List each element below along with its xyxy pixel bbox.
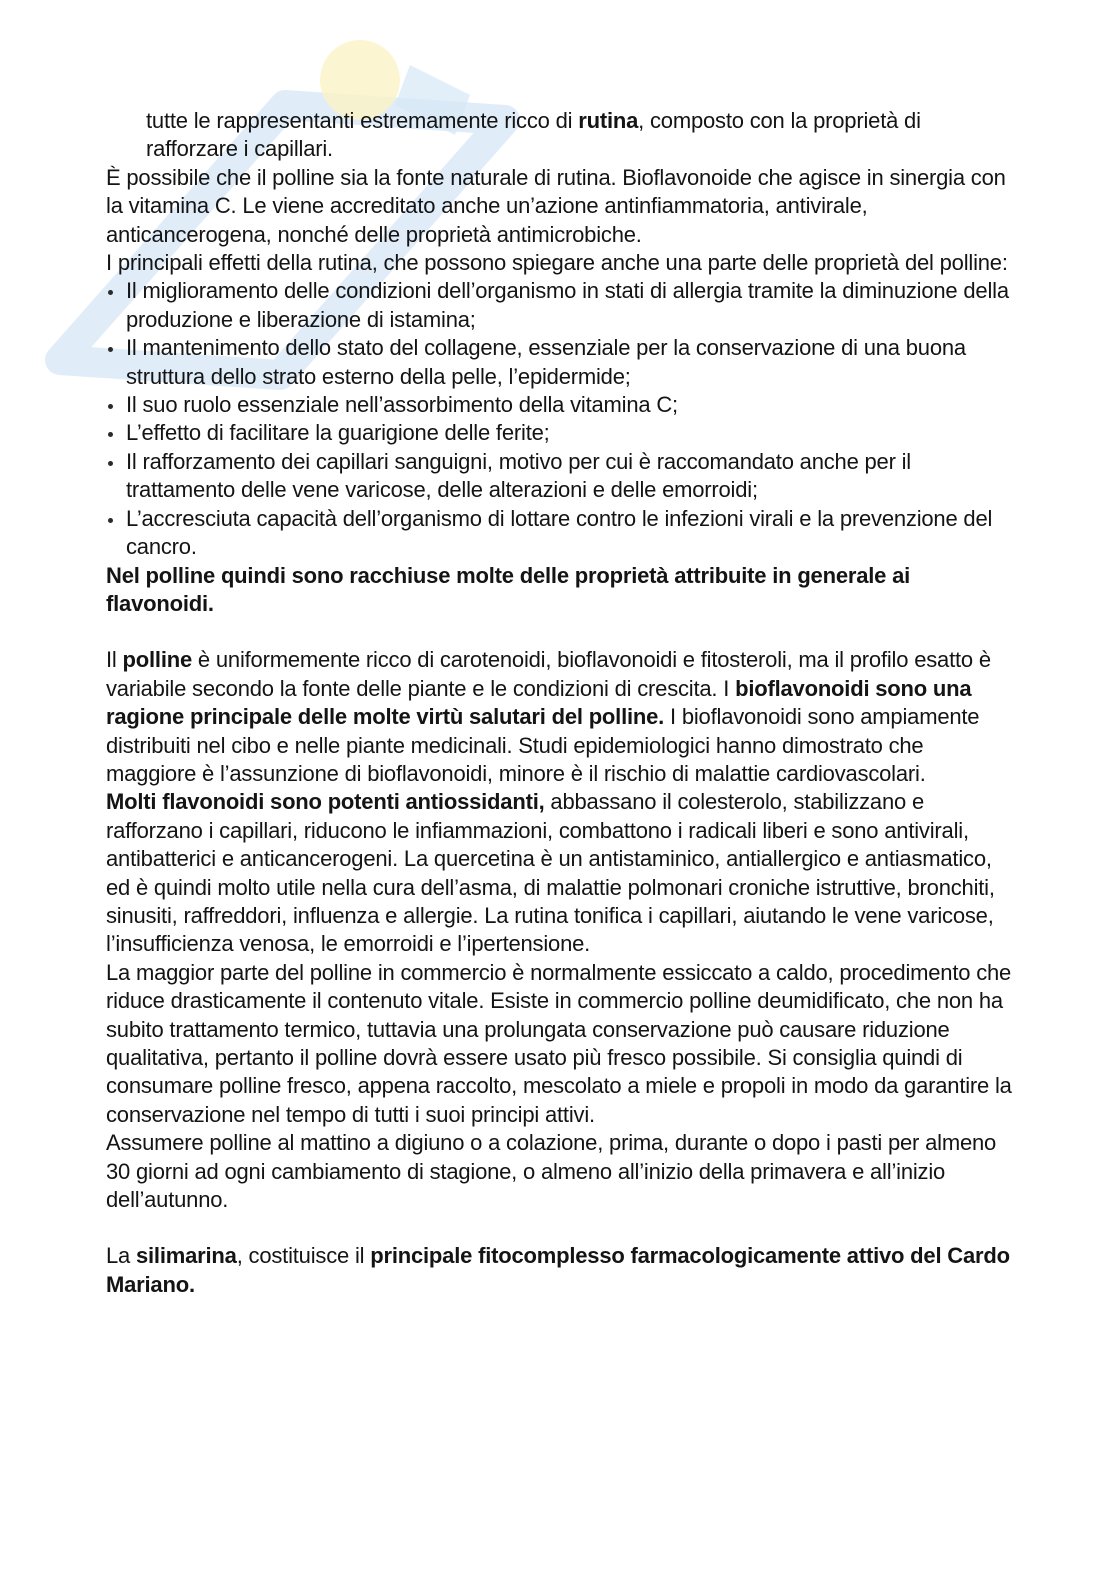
document-body	[106, 107, 1016, 1299]
antiox-bold: Molti flavonoidi sono potenti antiossidanti,	[106, 789, 545, 815]
flavonoids-bold-text: Nel polline quindi sono racchiuse molte delle proprietà attribuite in generale ai flavonoidi.	[106, 562, 911, 616]
polline-text-end: I bioflavonoidi sono ampiamente distribuiti nel cibo e nelle piante medicinali. Studi epidemiologici hanno dimostrato che maggiore è l’assunzione di bioflavonoidi, minore è il rischio di malattie cardiovascolari.	[106, 704, 980, 786]
polline-text: Il	[106, 647, 123, 673]
intro-text-end: , composto con la proprietà di rafforzare i capillari.	[146, 108, 921, 162]
silimarina-text: La	[106, 1243, 136, 1269]
bioflavonoidi-bold: bioflavonoidi sono una ragione principale delle molte virtù salutari del polline.	[106, 675, 972, 730]
intro-paragraph	[106, 107, 1016, 164]
list-item: Il suo ruolo essenziale nell’assorbimento della vitamina C;	[106, 391, 1016, 419]
polline-paragraph	[106, 646, 1016, 788]
silimarina-text-mid: , costituisce il	[236, 1243, 371, 1269]
list-item: Il miglioramento delle condizioni dell’organismo in stati di allergia tramite la diminuzione della produzione e liberazione di istamina;	[106, 277, 1016, 334]
antiox-paragraph	[106, 788, 1016, 958]
list-item: Il mantenimento dello stato del collagene, essenziale per la conservazione di una buona struttura dello strato esterno della pelle, l’epidermide;	[106, 334, 1016, 391]
spacer	[106, 1214, 1016, 1242]
commercio-paragraph: La maggior parte del polline in commercio è normalmente essiccato a caldo, procedimento che riduce drasticamente il contenuto vitale. Esiste in commercio polline deumidificato, che non ha subito trattamento termico, tuttavia una prolungata conservazione può causare riduzione qualitativa, pertanto il polline dovrà essere usato più fresco possibile. Si consiglia quindi di consumare polline fresco, appena raccolto, mescolato a miele e propoli in modo da garantire la conservazione nel tempo di tutti i suoi principi attivi.	[106, 959, 1012, 1127]
list-item: L’effetto di facilitare la guarigione delle ferite;	[106, 419, 1016, 447]
list-item: L’accresciuta capacità dell’organismo di lottare contro le infezioni virali e la prevenzione del cancro.	[106, 505, 1016, 562]
fitocomplesso-bold: principale fitocomplesso farmacologicamente attivo del Cardo Mariano.	[106, 1243, 1010, 1297]
silimarina-paragraph	[106, 1242, 1016, 1299]
antiox-text: abbassano il colesterolo, stabilizzano e rafforzano i capillari, riducono le infiammazioni, combattono i radicali liberi e sono antivirali, antibatterici e anticancerogeni. La quercetina è un antistaminico, antiallergico e antiasmatico, ed è quindi molto utile nella cura dell’asma, di malattie polmonari croniche istruttive, bronchiti, sinusiti, raffreddori, influenza e allergie. La rutina tonifica i capillari, aiutando le vene varicose, l’insufficienza venosa, le emorroidi e l’ipertensione.	[106, 789, 995, 957]
silimarina-bold: silimarina	[135, 1243, 237, 1269]
assumere-paragraph: Assumere polline al mattino a digiuno o a colazione, prima, durante o dopo i pasti per almeno 30 giorni ad ogni cambiamento di stagione, o almeno all’inizio della primavera e all’inizio dell’autunno.	[106, 1130, 997, 1213]
polline-text-mid: è uniformemente ricco di carotenoidi, bioflavonoidi e fitosteroli, ma il profilo esatto è variabile secondo la fonte delle piante e le condizioni di crescita. I	[106, 647, 991, 701]
list-item: Il rafforzamento dei capillari sanguigni, motivo per cui è raccomandato anche per il trattamento delle vene varicose, delle alterazioni e delle emorroidi;	[106, 448, 1016, 505]
intro-text: tutte le rappresentanti estremamente ricco di	[146, 108, 579, 133]
spacer	[106, 618, 1016, 646]
polline-bold: polline	[122, 647, 193, 673]
effects-intro-paragraph: I principali effetti della rutina, che possono spiegare anche una parte delle proprietà del polline:	[106, 250, 1008, 276]
rutina-paragraph: È possibile che il polline sia la fonte naturale di rutina. Bioflavonoide che agisce in sinergia con la vitamina C. Le viene accreditato anche un’azione antinfiammatoria, antivirale, anticancerogena, nonché delle proprietà antimicrobiche.	[106, 164, 1006, 247]
intro-bold: rutina	[578, 108, 639, 133]
flavonoids-bold-paragraph	[106, 562, 1016, 619]
effects-list	[106, 277, 1016, 561]
